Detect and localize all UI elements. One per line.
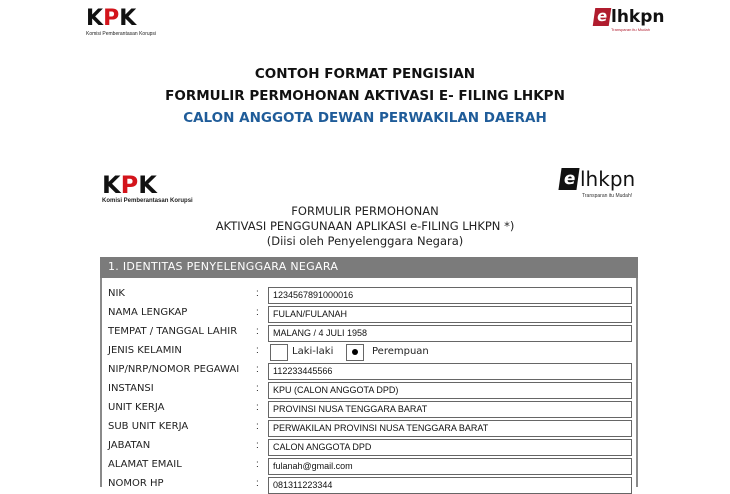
field-label: ALAMAT EMAIL (108, 459, 182, 470)
sub-unit-kerja-field[interactable]: PERWAKILAN PROVINSI NUSA TENGGARA BARAT (268, 420, 632, 437)
field-label: NIK (108, 288, 125, 299)
form-title-3: (Diisi oleh Penyelenggara Negara) (266, 234, 464, 248)
field-colon: : (256, 345, 259, 356)
field-colon: : (256, 421, 259, 432)
field-row-jenis-kelamin (104, 344, 634, 361)
field-row-nomor-hp (104, 477, 634, 494)
field-row-ttl (104, 325, 634, 342)
field-label: TEMPAT / TANGGAL LAHIR (108, 326, 238, 337)
field-row-sub-unit-kerja (104, 420, 634, 437)
kpk-logo-text: KPK (86, 6, 137, 31)
gender-male-checkbox[interactable] (270, 344, 288, 361)
form-elhkpn-logo-text: lhkpn (580, 167, 636, 191)
jabatan-field[interactable]: CALON ANGGOTA DPD (268, 439, 632, 456)
field-colon: : (256, 459, 259, 470)
field-colon: : (256, 326, 259, 337)
field-colon: : (256, 288, 259, 299)
gender-female-checkbox[interactable] (346, 344, 364, 361)
field-label: JABATAN (108, 440, 151, 451)
field-colon: : (256, 307, 259, 318)
form-elhkpn-tagline: Transparan itu Mudah! (582, 193, 633, 199)
field-row-nama (104, 306, 634, 323)
gender-female-label: Perempuan (372, 346, 429, 357)
email-field[interactable]: fulanah@gmail.com (268, 458, 632, 475)
field-colon: : (256, 440, 259, 451)
form-kpk-subtitle: Komisi Pemberantasan Korupsi (102, 198, 193, 204)
field-colon: : (256, 402, 259, 413)
elhkpn-tagline: Transparan itu Mudah (611, 27, 650, 32)
form-title-2: AKTIVASI PENGGUNAAN APLIKASI e-FILING LHKPN *) (215, 219, 515, 233)
nip-field[interactable]: 112233445566 (268, 363, 632, 380)
tempat-tanggal-lahir-field[interactable]: MALANG / 4 JULI 1958 (268, 325, 632, 342)
field-colon: : (256, 478, 259, 489)
field-label: SUB UNIT KERJA (108, 421, 189, 432)
elhkpn-logo (594, 6, 664, 36)
unit-kerja-field[interactable]: PROVINSI NUSA TENGGARA BARAT (268, 401, 632, 418)
elhkpn-badge: e (593, 8, 612, 26)
form-kpk-logo (102, 173, 193, 204)
field-row-unit-kerja (104, 401, 634, 418)
form-title-1: FORMULIR PERMOHONAN (291, 204, 439, 218)
field-label: JENIS KELAMIN (108, 345, 182, 356)
section-border-left (100, 278, 102, 487)
field-row-email (104, 458, 634, 475)
form-kpk-logo-text: KPK (102, 171, 157, 199)
field-label: UNIT KERJA (108, 402, 165, 413)
gender-male-label: Laki-laki (292, 346, 334, 357)
elhkpn-logo-text: lhkpn (611, 7, 665, 27)
heading-line-3: CALON ANGGOTA DEWAN PERWAKILAN DAERAH (183, 110, 547, 126)
kpk-logo (86, 8, 156, 37)
field-row-nik (104, 287, 634, 304)
field-colon: : (256, 383, 259, 394)
field-label: INSTANSI (108, 383, 154, 394)
form-elhkpn-badge: e (558, 168, 579, 190)
field-row-instansi (104, 382, 634, 399)
field-row-nip (104, 363, 634, 380)
heading-line-2: FORMULIR PERMOHONAN AKTIVASI E- FILING LHKPN (165, 88, 565, 104)
section-header (100, 257, 638, 278)
nama-lengkap-field[interactable]: FULAN/FULANAH (268, 306, 632, 323)
field-label: NOMOR HP (108, 478, 164, 489)
kpk-logo-subtitle: Komisi Pemberantasan Korupsi (86, 31, 157, 37)
section-title: 1. IDENTITAS PENYELENGGARA NEGARA (108, 260, 339, 273)
instansi-field[interactable]: KPU (CALON ANGGOTA DPD) (268, 382, 632, 399)
section-border-right (636, 278, 638, 487)
heading-line-1: CONTOH FORMAT PENGISIAN (254, 66, 476, 82)
nomor-hp-field[interactable]: 081311223344 (268, 477, 632, 494)
selected-dot-icon (352, 349, 358, 355)
form-elhkpn-logo (560, 167, 642, 203)
nik-field[interactable]: 1234567891000016 (268, 287, 632, 304)
field-label: NIP/NRP/NOMOR PEGAWAI (108, 364, 240, 375)
field-row-jabatan (104, 439, 634, 456)
field-colon: : (256, 364, 259, 375)
field-label: NAMA LENGKAP (108, 307, 188, 318)
